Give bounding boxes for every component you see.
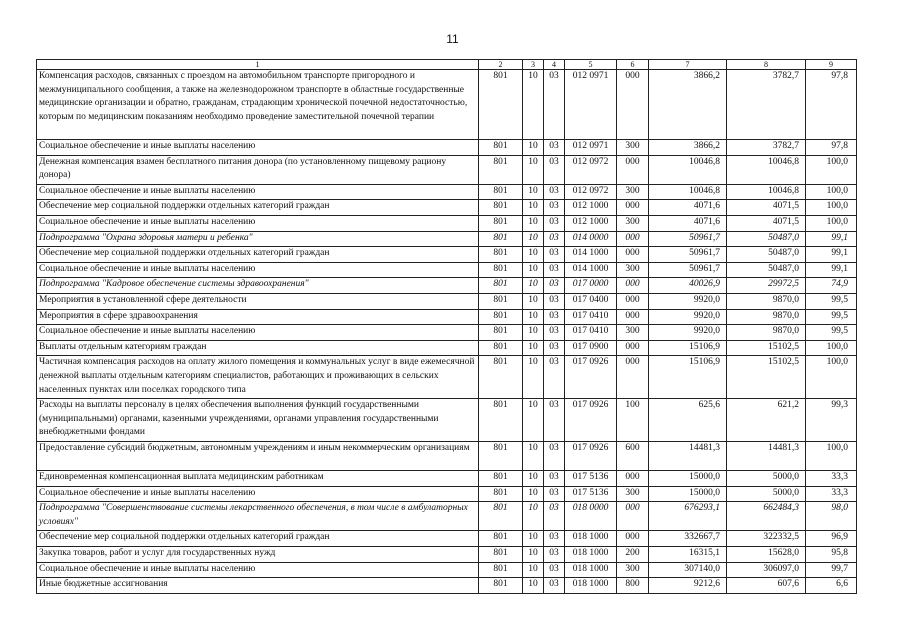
ministry-code-cell: 801 xyxy=(479,184,523,200)
expense-type-cell: 000 xyxy=(617,471,649,487)
table-row xyxy=(37,562,857,578)
planned-amount-cell: 10046,8 xyxy=(649,155,727,184)
execution-percent-cell: 97,8 xyxy=(806,70,857,140)
target-article-cell: 018 1000 xyxy=(565,547,617,563)
executed-amount-cell: 4071,5 xyxy=(727,200,806,216)
subsection-code-cell: 03 xyxy=(544,531,565,547)
target-article-cell: 012 0972 xyxy=(565,155,617,184)
column-header: 4 xyxy=(544,60,565,70)
expenditure-name-cell: Компенсация расходов, связанных с проездом на автомобильном транспорте пригородного и межмуниципального сообщения, а также на железнодорожном транспорте в областные государственные медицинские организации и обратно, гражданам, страдающим хронической почечной недостаточностью, которым по медицинским показаниям необходимо проведение заместительной почечной терапии xyxy=(37,70,479,140)
table-row xyxy=(37,486,857,502)
ministry-code-cell: 801 xyxy=(479,562,523,578)
expenditure-name-cell: Социальное обеспечение и иные выплаты населению xyxy=(37,486,479,502)
section-code-cell: 10 xyxy=(523,215,544,231)
section-code-cell: 10 xyxy=(523,140,544,156)
expenditure-name-cell: Социальное обеспечение и иные выплаты населению xyxy=(37,184,479,200)
expenditure-name-cell: Частичная компенсация расходов на оплату жилого помещения и коммунальных услуг в виде ежемесячной денежной выплаты отдельным категориям специалистов, работающих и проживающих в сельских населенных пунктах или поселках городского типа xyxy=(37,356,479,399)
executed-amount-cell: 50487,0 xyxy=(727,262,806,278)
target-article-cell: 017 0410 xyxy=(565,309,617,325)
executed-amount-cell: 9870,0 xyxy=(727,293,806,309)
planned-amount-cell: 676293,1 xyxy=(649,502,727,531)
target-article-cell: 012 1000 xyxy=(565,200,617,216)
expense-type-cell: 000 xyxy=(617,309,649,325)
target-article-cell: 018 1000 xyxy=(565,531,617,547)
executed-amount-cell: 4071,5 xyxy=(727,215,806,231)
execution-percent-cell: 98,0 xyxy=(806,502,857,531)
section-code-cell: 10 xyxy=(523,502,544,531)
execution-percent-cell: 100,0 xyxy=(806,356,857,399)
subsection-code-cell: 03 xyxy=(544,70,565,140)
target-article-cell: 018 1000 xyxy=(565,562,617,578)
section-code-cell: 10 xyxy=(523,293,544,309)
expenditure-name-cell: Предоставление субсидий бюджетным, автономным учреждениям и иным некоммерческим организациям xyxy=(37,441,479,470)
table-row xyxy=(37,356,857,399)
executed-amount-cell: 9870,0 xyxy=(727,309,806,325)
section-code-cell: 10 xyxy=(523,578,544,594)
execution-percent-cell: 100,0 xyxy=(806,184,857,200)
table-row xyxy=(37,200,857,216)
planned-amount-cell: 9920,0 xyxy=(649,309,727,325)
executed-amount-cell: 15102,5 xyxy=(727,356,806,399)
expense-type-cell: 000 xyxy=(617,340,649,356)
target-article-cell: 017 5136 xyxy=(565,486,617,502)
subsection-code-cell: 03 xyxy=(544,200,565,216)
ministry-code-cell: 801 xyxy=(479,471,523,487)
ministry-code-cell: 801 xyxy=(479,502,523,531)
execution-percent-cell: 99,1 xyxy=(806,247,857,263)
section-code-cell: 10 xyxy=(523,231,544,247)
expenditure-name-cell: Выплаты отдельным категориям граждан xyxy=(37,340,479,356)
section-code-cell: 10 xyxy=(523,547,544,563)
target-article-cell: 012 0972 xyxy=(565,184,617,200)
execution-percent-cell: 33,3 xyxy=(806,471,857,487)
target-article-cell: 018 1000 xyxy=(565,578,617,594)
expense-type-cell: 000 xyxy=(617,278,649,294)
section-code-cell: 10 xyxy=(523,247,544,263)
execution-percent-cell: 99,5 xyxy=(806,293,857,309)
executed-amount-cell: 5000,0 xyxy=(727,471,806,487)
expense-type-cell: 300 xyxy=(617,262,649,278)
subsection-code-cell: 03 xyxy=(544,578,565,594)
expense-type-cell: 300 xyxy=(617,562,649,578)
target-article-cell: 014 1000 xyxy=(565,262,617,278)
expenditure-name-cell: Социальное обеспечение и иные выплаты населению xyxy=(37,215,479,231)
execution-percent-cell: 74,9 xyxy=(806,278,857,294)
executed-amount-cell: 10046,8 xyxy=(727,184,806,200)
section-code-cell: 10 xyxy=(523,200,544,216)
subsection-code-cell: 03 xyxy=(544,471,565,487)
expense-type-cell: 000 xyxy=(617,502,649,531)
expense-type-cell: 600 xyxy=(617,441,649,470)
execution-percent-cell: 99,7 xyxy=(806,562,857,578)
expenditure-name-cell: Подпрограмма "Охрана здоровья матери и ребенка" xyxy=(37,231,479,247)
executed-amount-cell: 50487,0 xyxy=(727,231,806,247)
subsection-code-cell: 03 xyxy=(544,562,565,578)
executed-amount-cell: 15102,5 xyxy=(727,340,806,356)
subsection-code-cell: 03 xyxy=(544,325,565,341)
target-article-cell: 017 5136 xyxy=(565,471,617,487)
target-article-cell: 017 0410 xyxy=(565,325,617,341)
ministry-code-cell: 801 xyxy=(479,356,523,399)
expense-type-cell: 300 xyxy=(617,184,649,200)
subsection-code-cell: 03 xyxy=(544,547,565,563)
planned-amount-cell: 307140,0 xyxy=(649,562,727,578)
ministry-code-cell: 801 xyxy=(479,309,523,325)
expense-type-cell: 200 xyxy=(617,547,649,563)
subsection-code-cell: 03 xyxy=(544,140,565,156)
expenditure-name-cell: Мероприятия в сфере здравоохранения xyxy=(37,309,479,325)
subsection-code-cell: 03 xyxy=(544,184,565,200)
expense-type-cell: 300 xyxy=(617,215,649,231)
ministry-code-cell: 801 xyxy=(479,547,523,563)
expenditure-name-cell: Единовременная компенсационная выплата медицинским работникам xyxy=(37,471,479,487)
expenditure-name-cell: Денежная компенсация взамен бесплатного питания донора (по установленному пищевому рациону донора) xyxy=(37,155,479,184)
table-row xyxy=(37,578,857,594)
target-article-cell: 017 0400 xyxy=(565,293,617,309)
expense-type-cell: 800 xyxy=(617,578,649,594)
execution-percent-cell: 99,1 xyxy=(806,262,857,278)
ministry-code-cell: 801 xyxy=(479,340,523,356)
table-row xyxy=(37,184,857,200)
target-article-cell: 012 0971 xyxy=(565,70,617,140)
table-row xyxy=(37,441,857,470)
execution-percent-cell: 96,9 xyxy=(806,531,857,547)
execution-percent-cell: 100,0 xyxy=(806,340,857,356)
expense-type-cell: 000 xyxy=(617,531,649,547)
expense-type-cell: 000 xyxy=(617,155,649,184)
ministry-code-cell: 801 xyxy=(479,441,523,470)
executed-amount-cell: 621,2 xyxy=(727,399,806,442)
ministry-code-cell: 801 xyxy=(479,399,523,442)
ministry-code-cell: 801 xyxy=(479,486,523,502)
target-article-cell: 012 0971 xyxy=(565,140,617,156)
target-article-cell: 012 1000 xyxy=(565,215,617,231)
table-row xyxy=(37,547,857,563)
planned-amount-cell: 9212,6 xyxy=(649,578,727,594)
executed-amount-cell: 306097,0 xyxy=(727,562,806,578)
expense-type-cell: 000 xyxy=(617,247,649,263)
expenditure-name-cell: Иные бюджетные ассигнования xyxy=(37,578,479,594)
planned-amount-cell: 9920,0 xyxy=(649,325,727,341)
section-code-cell: 10 xyxy=(523,531,544,547)
planned-amount-cell: 16315,1 xyxy=(649,547,727,563)
ministry-code-cell: 801 xyxy=(479,200,523,216)
execution-percent-cell: 95,8 xyxy=(806,547,857,563)
section-code-cell: 10 xyxy=(523,399,544,442)
execution-percent-cell: 99,5 xyxy=(806,325,857,341)
ministry-code-cell: 801 xyxy=(479,293,523,309)
execution-percent-cell: 6,6 xyxy=(806,578,857,594)
table-row xyxy=(37,325,857,341)
table-row xyxy=(37,140,857,156)
planned-amount-cell: 3866,2 xyxy=(649,140,727,156)
ministry-code-cell: 801 xyxy=(479,70,523,140)
section-code-cell: 10 xyxy=(523,278,544,294)
execution-percent-cell: 99,5 xyxy=(806,309,857,325)
execution-percent-cell: 100,0 xyxy=(806,215,857,231)
table-row xyxy=(37,155,857,184)
budget-table xyxy=(36,59,857,594)
subsection-code-cell: 03 xyxy=(544,356,565,399)
planned-amount-cell: 40026,9 xyxy=(649,278,727,294)
ministry-code-cell: 801 xyxy=(479,325,523,341)
table-row xyxy=(37,399,857,442)
expense-type-cell: 000 xyxy=(617,231,649,247)
target-article-cell: 017 0000 xyxy=(565,278,617,294)
planned-amount-cell: 15000,0 xyxy=(649,471,727,487)
subsection-code-cell: 03 xyxy=(544,502,565,531)
execution-percent-cell: 33,3 xyxy=(806,486,857,502)
expenditure-name-cell: Социальное обеспечение и иные выплаты населению xyxy=(37,140,479,156)
ministry-code-cell: 801 xyxy=(479,155,523,184)
executed-amount-cell: 15628,0 xyxy=(727,547,806,563)
execution-percent-cell: 97,8 xyxy=(806,140,857,156)
section-code-cell: 10 xyxy=(523,325,544,341)
executed-amount-cell: 5000,0 xyxy=(727,486,806,502)
column-header: 6 xyxy=(617,60,649,70)
column-header: 5 xyxy=(565,60,617,70)
planned-amount-cell: 15106,9 xyxy=(649,356,727,399)
expenditure-name-cell: Подпрограмма "Совершенствование системы лекарственного обеспечения, в том числе в амбулаторных условиях" xyxy=(37,502,479,531)
expense-type-cell: 100 xyxy=(617,399,649,442)
ministry-code-cell: 801 xyxy=(479,247,523,263)
section-code-cell: 10 xyxy=(523,70,544,140)
executed-amount-cell: 10046,8 xyxy=(727,155,806,184)
expenditure-name-cell: Обеспечение мер социальной поддержки отдельных категорий граждан xyxy=(37,531,479,547)
expenditure-name-cell: Социальное обеспечение и иные выплаты населению xyxy=(37,262,479,278)
target-article-cell: 017 0926 xyxy=(565,441,617,470)
planned-amount-cell: 50961,7 xyxy=(649,247,727,263)
target-article-cell: 014 0000 xyxy=(565,231,617,247)
table-body xyxy=(37,70,857,594)
column-number-row xyxy=(37,60,857,70)
section-code-cell: 10 xyxy=(523,309,544,325)
expenditure-name-cell: Мероприятия в установленной сфере деятельности xyxy=(37,293,479,309)
section-code-cell: 10 xyxy=(523,184,544,200)
section-code-cell: 10 xyxy=(523,155,544,184)
column-header: 8 xyxy=(727,60,806,70)
executed-amount-cell: 662484,3 xyxy=(727,502,806,531)
table-row xyxy=(37,262,857,278)
executed-amount-cell: 50487,0 xyxy=(727,247,806,263)
expenditure-name-cell: Социальное обеспечение и иные выплаты населению xyxy=(37,325,479,341)
table-row xyxy=(37,502,857,531)
subsection-code-cell: 03 xyxy=(544,278,565,294)
execution-percent-cell: 100,0 xyxy=(806,200,857,216)
section-code-cell: 10 xyxy=(523,486,544,502)
expenditure-name-cell: Закупка товаров, работ и услуг для государственных нужд xyxy=(37,547,479,563)
subsection-code-cell: 03 xyxy=(544,399,565,442)
section-code-cell: 10 xyxy=(523,340,544,356)
ministry-code-cell: 801 xyxy=(479,140,523,156)
column-header: 9 xyxy=(806,60,857,70)
table-row xyxy=(37,247,857,263)
executed-amount-cell: 322332,5 xyxy=(727,531,806,547)
section-code-cell: 10 xyxy=(523,471,544,487)
executed-amount-cell: 9870,0 xyxy=(727,325,806,341)
column-header: 7 xyxy=(649,60,727,70)
expense-type-cell: 300 xyxy=(617,486,649,502)
target-article-cell: 017 0900 xyxy=(565,340,617,356)
planned-amount-cell: 4071,6 xyxy=(649,200,727,216)
table-row xyxy=(37,215,857,231)
subsection-code-cell: 03 xyxy=(544,155,565,184)
subsection-code-cell: 03 xyxy=(544,262,565,278)
planned-amount-cell: 14481,3 xyxy=(649,441,727,470)
ministry-code-cell: 801 xyxy=(479,215,523,231)
ministry-code-cell: 801 xyxy=(479,578,523,594)
expenditure-name-cell: Подпрограмма "Кадровое обеспечение системы здравоохранения" xyxy=(37,278,479,294)
execution-percent-cell: 99,1 xyxy=(806,231,857,247)
subsection-code-cell: 03 xyxy=(544,215,565,231)
planned-amount-cell: 3866,2 xyxy=(649,70,727,140)
expense-type-cell: 000 xyxy=(617,356,649,399)
execution-percent-cell: 100,0 xyxy=(806,155,857,184)
expense-type-cell: 300 xyxy=(617,140,649,156)
ministry-code-cell: 801 xyxy=(479,231,523,247)
section-code-cell: 10 xyxy=(523,262,544,278)
planned-amount-cell: 625,6 xyxy=(649,399,727,442)
executed-amount-cell: 3782,7 xyxy=(727,70,806,140)
executed-amount-cell: 29972,5 xyxy=(727,278,806,294)
execution-percent-cell: 100,0 xyxy=(806,441,857,470)
planned-amount-cell: 15106,9 xyxy=(649,340,727,356)
ministry-code-cell: 801 xyxy=(479,278,523,294)
planned-amount-cell: 50961,7 xyxy=(649,231,727,247)
table-row xyxy=(37,531,857,547)
expenditure-name-cell: Обеспечение мер социальной поддержки отдельных категорий граждан xyxy=(37,247,479,263)
execution-percent-cell: 99,3 xyxy=(806,399,857,442)
column-header: 2 xyxy=(479,60,523,70)
subsection-code-cell: 03 xyxy=(544,247,565,263)
subsection-code-cell: 03 xyxy=(544,309,565,325)
executed-amount-cell: 607,6 xyxy=(727,578,806,594)
expense-type-cell: 000 xyxy=(617,293,649,309)
planned-amount-cell: 4071,6 xyxy=(649,215,727,231)
table-row xyxy=(37,340,857,356)
planned-amount-cell: 9920,0 xyxy=(649,293,727,309)
planned-amount-cell: 10046,8 xyxy=(649,184,727,200)
subsection-code-cell: 03 xyxy=(544,293,565,309)
subsection-code-cell: 03 xyxy=(544,231,565,247)
ministry-code-cell: 801 xyxy=(479,262,523,278)
table-row xyxy=(37,231,857,247)
expenditure-name-cell: Расходы на выплаты персоналу в целях обеспечения выполнения функций государственными (муниципальными) органами, казенными учреждениями, органами управления государственными внебюджетными фондами xyxy=(37,399,479,442)
subsection-code-cell: 03 xyxy=(544,340,565,356)
section-code-cell: 10 xyxy=(523,441,544,470)
section-code-cell: 10 xyxy=(523,562,544,578)
executed-amount-cell: 3782,7 xyxy=(727,140,806,156)
planned-amount-cell: 332667,7 xyxy=(649,531,727,547)
ministry-code-cell: 801 xyxy=(479,531,523,547)
section-code-cell: 10 xyxy=(523,356,544,399)
table-row xyxy=(37,278,857,294)
expenditure-name-cell: Социальное обеспечение и иные выплаты населению xyxy=(37,562,479,578)
table-row xyxy=(37,309,857,325)
table-row xyxy=(37,471,857,487)
table-row xyxy=(37,70,857,140)
column-header: 1 xyxy=(37,60,479,70)
table-row xyxy=(37,293,857,309)
column-header: 3 xyxy=(523,60,544,70)
page-number: 11 xyxy=(446,32,459,46)
expenditure-name-cell: Обеспечение мер социальной поддержки отдельных категорий граждан xyxy=(37,200,479,216)
planned-amount-cell: 15000,0 xyxy=(649,486,727,502)
expense-type-cell: 000 xyxy=(617,200,649,216)
target-article-cell: 017 0926 xyxy=(565,356,617,399)
subsection-code-cell: 03 xyxy=(544,486,565,502)
target-article-cell: 014 1000 xyxy=(565,247,617,263)
expense-type-cell: 000 xyxy=(617,70,649,140)
executed-amount-cell: 14481,3 xyxy=(727,441,806,470)
expense-type-cell: 300 xyxy=(617,325,649,341)
planned-amount-cell: 50961,7 xyxy=(649,262,727,278)
subsection-code-cell: 03 xyxy=(544,441,565,470)
target-article-cell: 018 0000 xyxy=(565,502,617,531)
target-article-cell: 017 0926 xyxy=(565,399,617,442)
